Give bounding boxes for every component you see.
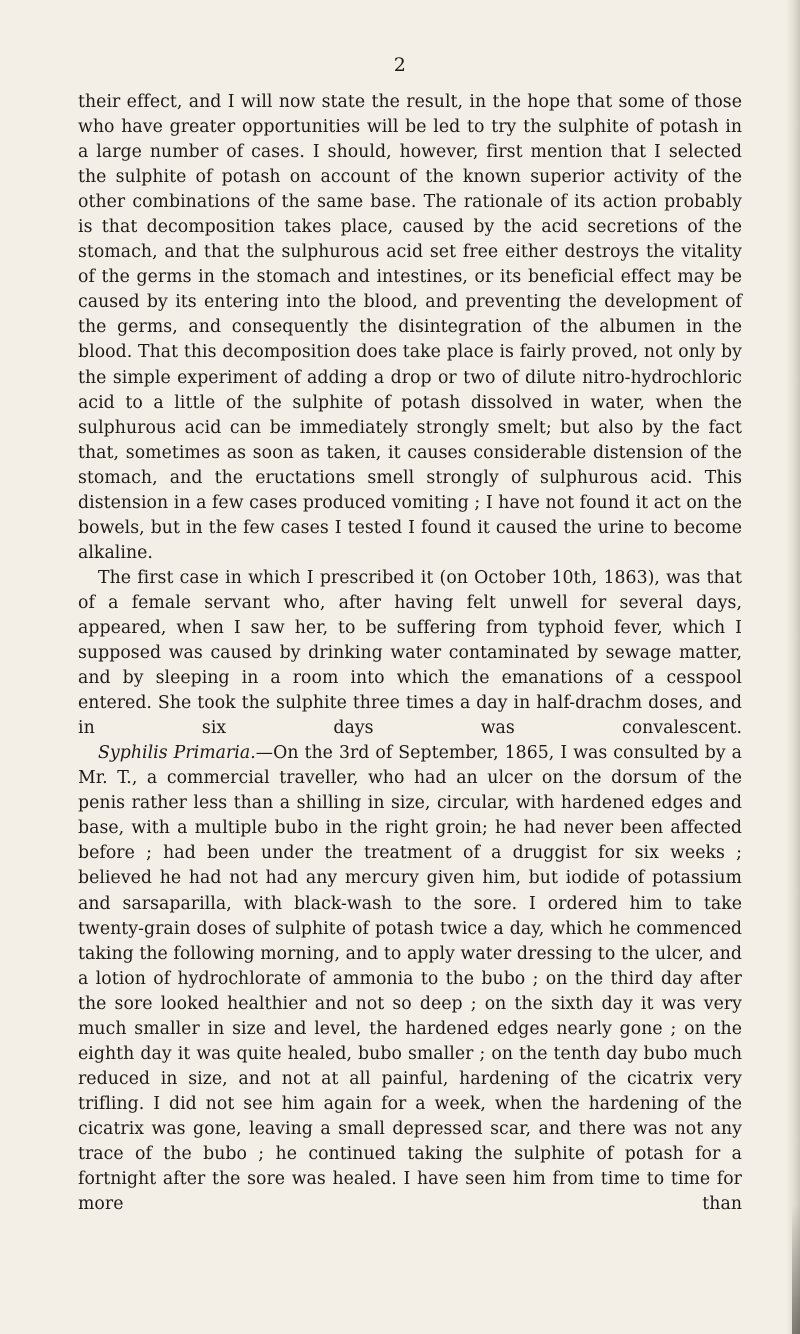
paragraph-sulphite-rationale xyxy=(78,90,742,566)
paragraph-text: The first case in which I prescribed it (on October 10th, 1863), was that of a female servant who, after having felt unwell for several days, appeared, when I saw her, to be suffering from typhoid fever, which I supposed was caused by drinking water contaminated by sewage matter, and by sleeping in a room into which the emanations of a cesspool entered. She took the sulphite three times a day in half-drachm doses, and in six days was convalescent. xyxy=(78,567,742,739)
section-heading-inline: Syphilis Primaria. xyxy=(98,743,256,764)
body-text xyxy=(78,90,742,1217)
paragraph-text: —On the 3rd of September, 1865, I was consulted by a Mr. T., a commercial traveller, who had an ulcer on the dorsum of the penis rather less than a shilling in size, circular, with hardened edges and base, with a multiple bubo in the right groin; he had never been affected before ; had been under the treatment of a druggist for six weeks ; believed he had not had any mercury given him, but iodide of potassium and sarsaparilla, with black-wash to the sore. I ordered him to take twenty-grain doses of sulphite of potash twice a day, which he commenced taking the following morning, and to apply water dressing to the ulcer, and a lotion of hydrochlorate of ammonia to the bubo ; on the third day after the sore looked healthier and not so deep ; on the sixth day it was very much smaller in size and level, the hardened edges nearly gone ; on the eighth day it was quite healed, bubo smaller ; on the tenth day bubo much reduced in size, and not at all painful, hardening of the cicatrix very trifling. I did not see him again for a week, when the hardening of the cicatrix was gone, leaving a small depressed scar, and there was not any trace of the bubo ; he continued taking the sulphite of potash for a fortnight after the sore was healed. I have seen him from time to time for more than xyxy=(78,743,742,1215)
paragraph-first-case xyxy=(78,566,742,741)
paragraph-syphilis-primaria xyxy=(78,741,742,1217)
page-edge-dark-corner xyxy=(792,1204,800,1334)
page-number: 2 xyxy=(393,54,407,76)
paragraph-text: their effect, and I will now state the result, in the hope that some of those who have greater opportunities will be led to try the sulphite of potash in a large number of cases. I should, however, first mention that I selected the sulphite of potash on account of the known superior activity of the other combinations of the same base. The rationale of its action probably is that decomposition takes place, caused by the acid secretions of the stomach, and that the sulphurous acid set free either destroys the vitality of the germs in the stomach and intestines, or its beneficial effect may be caused by its entering into the blood, and preventing the development of the germs, and consequently the disintegration of the albumen in the blood. That this decomposition does take place is fairly proved, not only by the simple experiment of adding a drop or two of dilute nitro-hydrochloric acid to a little of the sulphite of potash dissolved in water, when the sulphurous acid can be immediately strongly smelt; but also by the fact that, sometimes as soon as taken, it causes considerable distension of the stomach, and the eructations smell strongly of sulphurous acid. This distension in a few cases produced vomiting ; I have not found it act on the bowels, but in the few cases I tested I found it caused the urine to become alkaline. xyxy=(78,92,742,563)
page-edge-shadow xyxy=(786,0,800,1334)
